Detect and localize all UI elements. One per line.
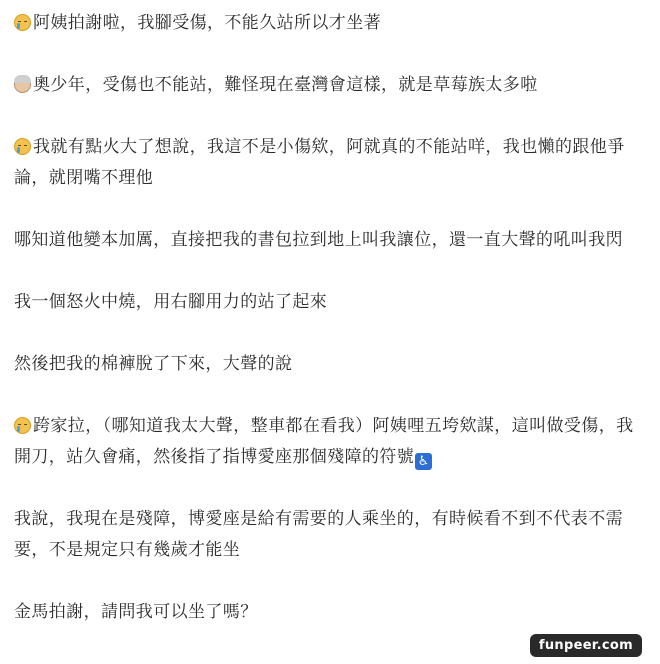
paragraph-2-text: 奧少年，受傷也不能站，難怪現在臺灣會這樣，就是草莓族太多啦: [33, 75, 538, 95]
paragraph-8: 我說，我現在是殘障，博愛座是給有需要的人乘坐的，有時候看不到不代表不需要，不是規定只有幾歲才能坐: [14, 509, 623, 560]
paragraph-1-text: 阿姨拍謝啦，我腳受傷，不能久站所以才坐著: [33, 13, 381, 33]
watermark: funpeer.com: [530, 634, 642, 657]
paragraph-4: 哪知道他變本加厲，直接把我的書包拉到地上叫我讓位，還一直大聲的吼叫我閃: [14, 230, 623, 250]
paragraph-9: 金馬拍謝，請問我可以坐了嗎？: [14, 602, 258, 622]
paragraph-6: 然後把我的棉褲脫了下來，大聲的說: [14, 354, 293, 374]
crying-face-icon: [14, 417, 31, 434]
post-body: [14, 8, 648, 659]
paragraph-7-text: 跨家拉，（哪知道我太大聲，整車都在看我）阿姨哩五垮欸謀，這叫做受傷，我開刀，站久會痛，然後指了指博愛座那個殘障的符號: [14, 416, 634, 467]
wheelchair-symbol-icon: ♿: [415, 453, 432, 470]
crying-face-icon: [14, 14, 31, 31]
paragraph-1: [14, 8, 648, 39]
crying-face-icon: [14, 138, 31, 155]
old-woman-icon: [14, 76, 31, 93]
paragraph-5: 我一個怒火中燒，用右腳用力的站了起來: [14, 292, 328, 312]
paragraph-3: [14, 132, 648, 194]
paragraph-2: [14, 70, 648, 101]
paragraph-3-text: 我就有點火大了想說，我這不是小傷欸，阿就真的不能站咩，我也懶的跟他爭論，就閉嘴不理他: [14, 137, 625, 188]
paragraph-7: [14, 411, 648, 473]
